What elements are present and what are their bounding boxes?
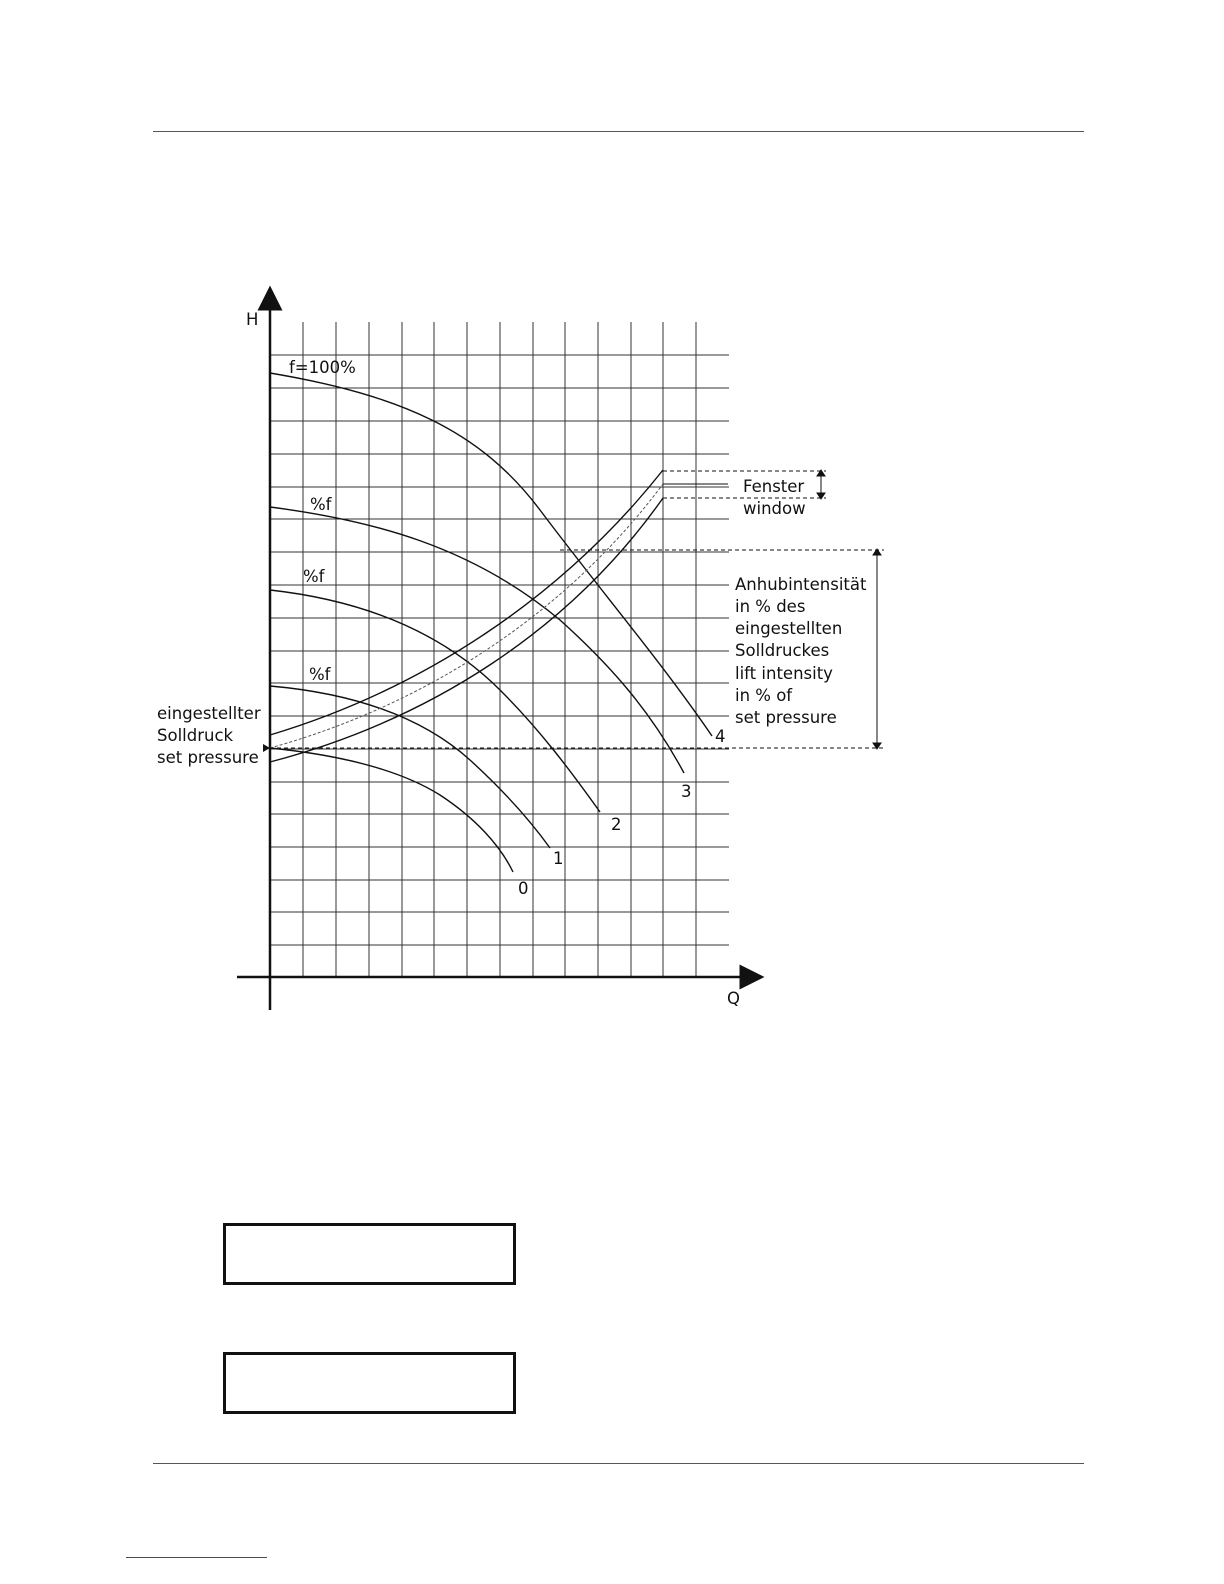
lift-intensity-label-2: in % des [735, 597, 806, 616]
curve-number-1: 1 [553, 849, 564, 868]
window-label-de: Fenster [743, 477, 805, 496]
curve-number-4: 4 [715, 727, 726, 746]
curve-number-2: 2 [611, 815, 622, 834]
pump-curve-3 [270, 507, 684, 773]
curve-label-f100: f=100% [289, 358, 356, 377]
curve-label-pf-3: %f [310, 495, 332, 514]
lift-intensity-label-4: Solldruckes [735, 641, 830, 660]
set-pressure-label-2: Solldruck [157, 726, 234, 745]
lift-intensity-label-3: eingestellten [735, 619, 843, 638]
grid [270, 322, 729, 977]
lift-intensity-label-6: in % of [735, 686, 793, 705]
window-label-en: window [743, 499, 806, 518]
x-axis-label: Q [727, 989, 740, 1008]
footer-link-underline [126, 1557, 267, 1558]
display-box-2 [223, 1352, 516, 1414]
lift-intensity-label-1: Anhubintensität [735, 575, 867, 594]
pump-curve-2 [270, 590, 600, 812]
curve-label-pf-1: %f [309, 665, 331, 684]
set-pressure-label-1: eingestellter [157, 704, 261, 723]
footer-rule [153, 1463, 1084, 1464]
curve-label-pf-2: %f [303, 567, 325, 586]
set-pressure-label-3: set pressure [157, 748, 259, 767]
lift-intensity-label-5: lift intensity [735, 664, 833, 683]
lift-intensity-label-7: set pressure [735, 708, 837, 727]
y-axis-label: H [246, 310, 259, 329]
curve-number-3: 3 [681, 782, 692, 801]
display-box-1 [223, 1223, 516, 1285]
curve-number-0: 0 [518, 879, 529, 898]
